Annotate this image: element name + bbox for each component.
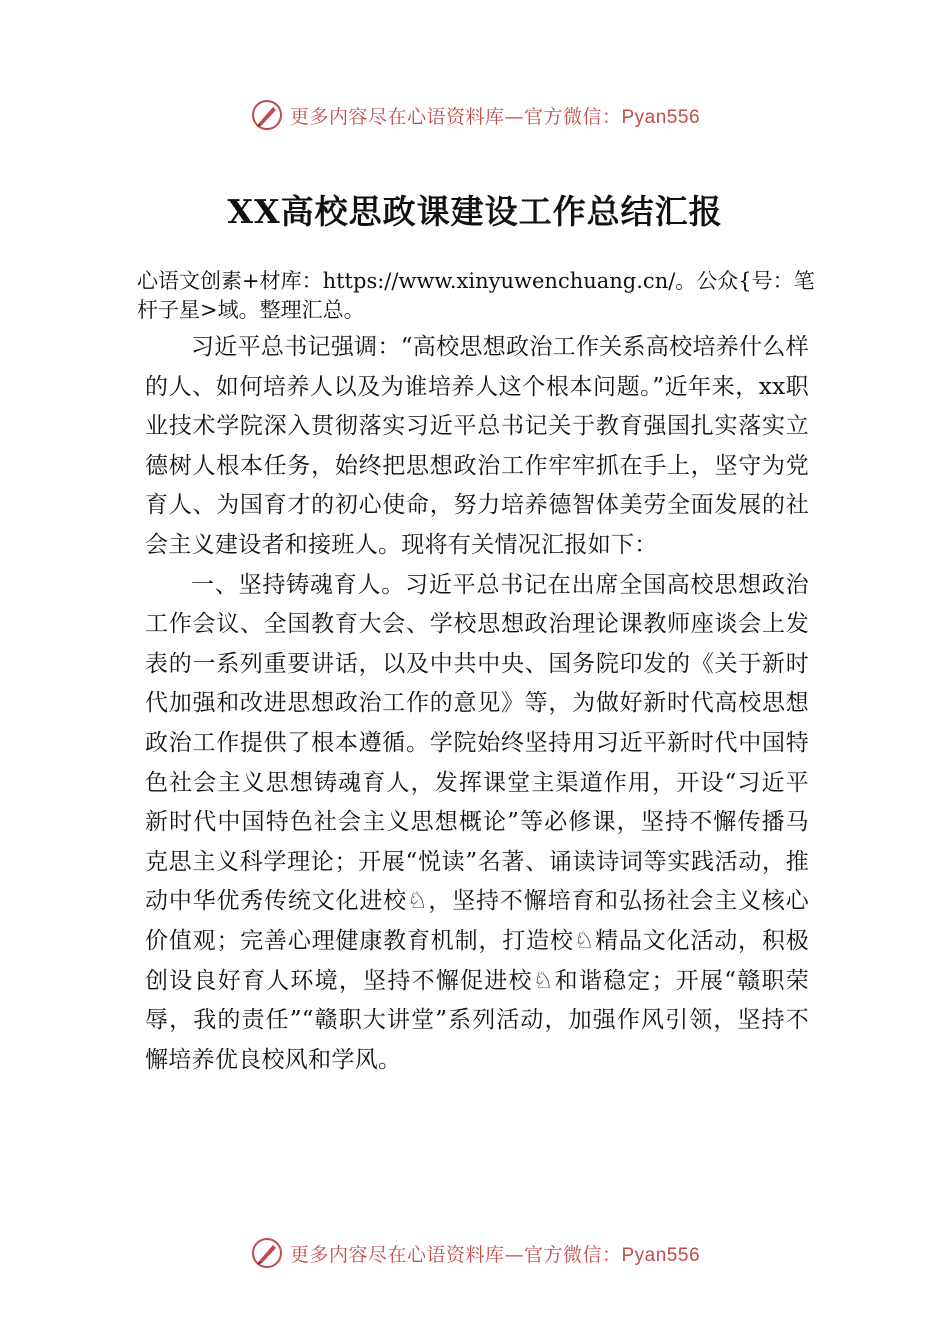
paragraph-intro: 习近平总书记强调：“高校思想政治工作关系高校培养什么样的人、如何培养人以及为谁培养人这个根本问题。”近年来，xx职业技术学院深入贯彻落实习近平总书记关于教育强国扎实落实立德树人根本任务，始终把思想政治工作牢牢抓在手上，坚守为党育人、为国育才的初心使命，努力培养德智体美劳全面发展的社会主义建设者和接班人。现将有关情况汇报如下： xyxy=(145,334,809,558)
document-body xyxy=(145,328,809,1080)
document-title: XX高校思政课建设工作总结汇报 xyxy=(227,192,723,231)
watermark-wechat-id: Pyan556 xyxy=(621,106,701,128)
source-line: 心语文创素+材库：https://www.xinyuwenchuang.cn/。公众{号：笔杆子星>域。整理汇总。 xyxy=(137,269,815,322)
paragraph-section-1: 一、坚持铸魂育人。习近平总书记在出席全国高校思想政治工作会议、全国教育大会、学校思想政治理论课教师座谈会上发表的一系列重要讲话，以及中共中央、国务院印发的《关于新时代加强和改进思想政治工作的意见》等，为做好新时代高校思想政治工作提供了根本遵循。学院始终坚持用习近平新时代中国特色社会主义思想铸魂育人，发挥课堂主渠道作用，开设“习近平新时代中国特色社会主义思想概论”等必修课，坚持不懈传播马克思主义科学理论；开展“悦读”名著、诵读诗词等实践活动，推动中华优秀传统文化进校♘，坚持不懈培育和弘扬社会主义核心价值观；完善心理健康教育机制，打造校♘精品文化活动，积极创设良好育人环境，坚持不懈促进校♘和谐稳定；开展“赣职荣辱，我的责任”“赣职大讲堂”系列活动，加强作风引领，坚持不懈培养优良校风和学风。 xyxy=(145,571,809,1073)
watermark-header xyxy=(0,95,950,135)
pen-logo-icon xyxy=(250,1236,284,1270)
watermark-footer xyxy=(0,1233,950,1273)
watermark-text: 更多内容尽在心语资料库—官方微信：Pyan556 xyxy=(289,105,701,128)
watermark-wechat-id: Pyan556 xyxy=(621,1244,701,1266)
pen-logo-icon xyxy=(250,98,284,132)
watermark-text: 更多内容尽在心语资料库—官方微信：Pyan556 xyxy=(289,1243,701,1266)
